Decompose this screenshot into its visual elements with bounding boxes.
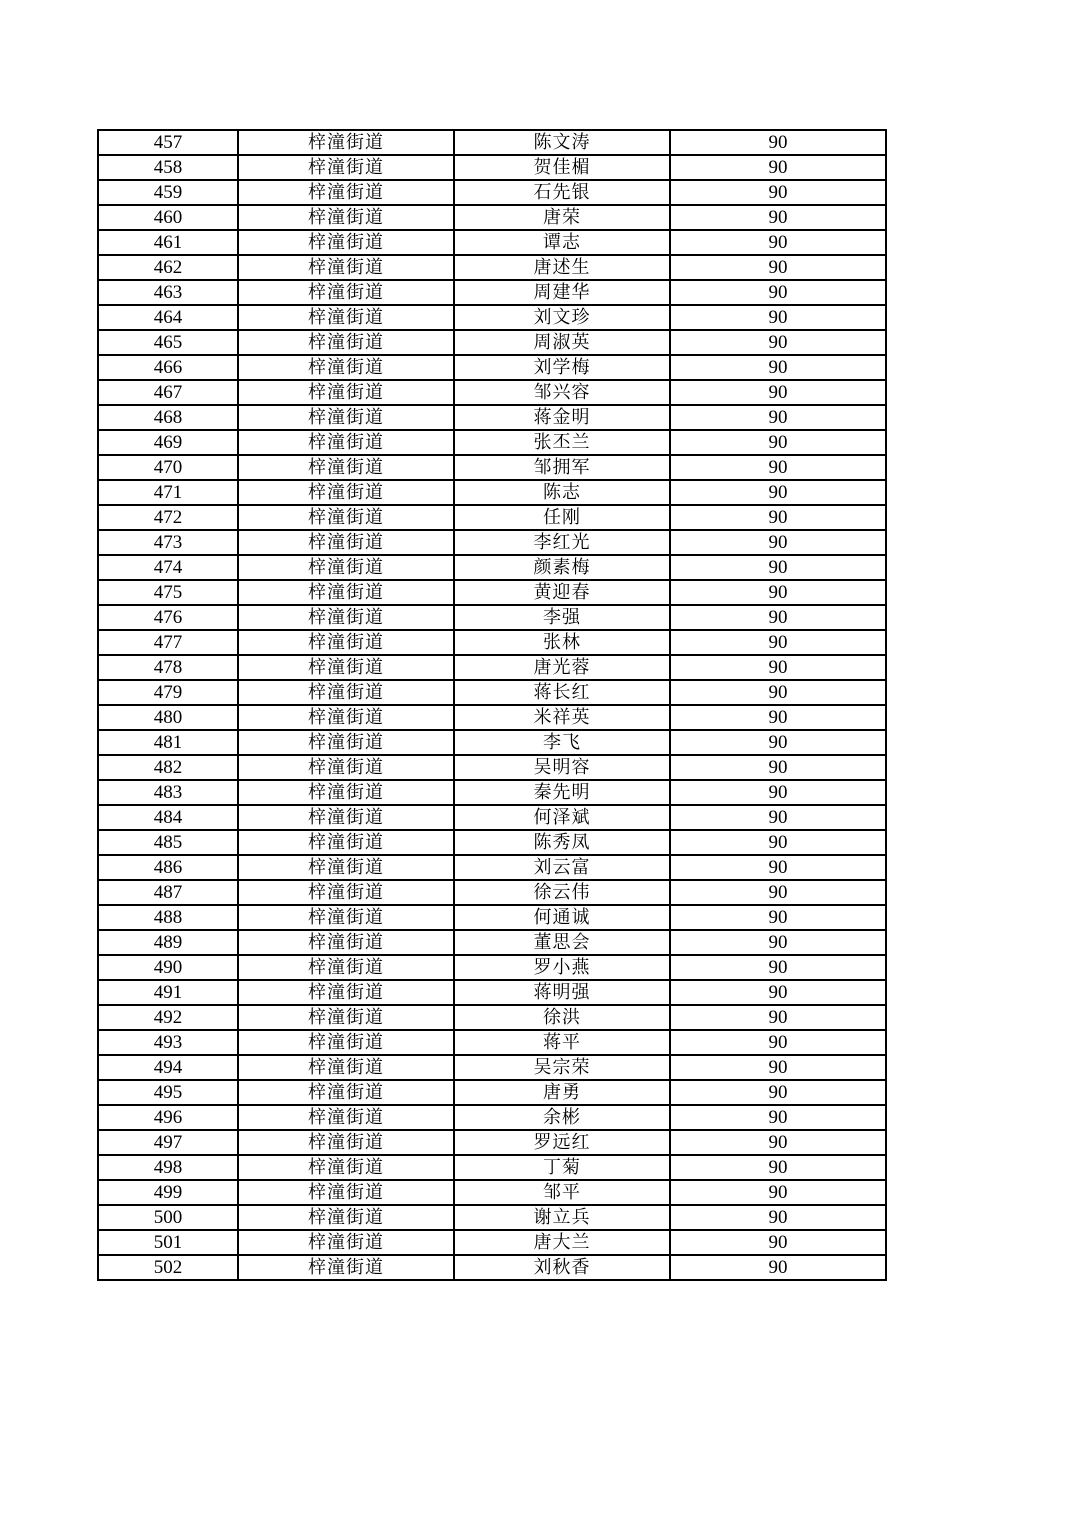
row-number-cell: 472 bbox=[98, 505, 238, 530]
row-number-cell: 490 bbox=[98, 955, 238, 980]
row-number-cell: 500 bbox=[98, 1205, 238, 1230]
street-cell: 梓潼街道 bbox=[238, 480, 454, 505]
row-number-cell: 463 bbox=[98, 280, 238, 305]
street-cell: 梓潼街道 bbox=[238, 780, 454, 805]
score-cell: 90 bbox=[670, 730, 886, 755]
name-cell: 罗远红 bbox=[454, 1130, 670, 1155]
street-cell: 梓潼街道 bbox=[238, 630, 454, 655]
row-number-cell: 471 bbox=[98, 480, 238, 505]
row-number-cell: 486 bbox=[98, 855, 238, 880]
name-cell: 陈志 bbox=[454, 480, 670, 505]
name-cell: 唐荣 bbox=[454, 205, 670, 230]
score-cell: 90 bbox=[670, 330, 886, 355]
street-cell: 梓潼街道 bbox=[238, 730, 454, 755]
table-row bbox=[98, 705, 886, 730]
table-row bbox=[98, 905, 886, 930]
table-row bbox=[98, 555, 886, 580]
street-cell: 梓潼街道 bbox=[238, 1255, 454, 1280]
score-cell: 90 bbox=[670, 255, 886, 280]
name-cell: 邹拥军 bbox=[454, 455, 670, 480]
street-cell: 梓潼街道 bbox=[238, 805, 454, 830]
table-row bbox=[98, 355, 886, 380]
score-cell: 90 bbox=[670, 855, 886, 880]
table-row bbox=[98, 1055, 886, 1080]
table-row bbox=[98, 1080, 886, 1105]
table-row bbox=[98, 1155, 886, 1180]
row-number-cell: 458 bbox=[98, 155, 238, 180]
name-cell: 唐勇 bbox=[454, 1080, 670, 1105]
row-number-cell: 459 bbox=[98, 180, 238, 205]
table-row bbox=[98, 280, 886, 305]
street-cell: 梓潼街道 bbox=[238, 255, 454, 280]
row-number-cell: 497 bbox=[98, 1130, 238, 1155]
row-number-cell: 475 bbox=[98, 580, 238, 605]
score-cell: 90 bbox=[670, 1030, 886, 1055]
table-row bbox=[98, 1005, 886, 1030]
table-row bbox=[98, 630, 886, 655]
table-row bbox=[98, 930, 886, 955]
score-cell: 90 bbox=[670, 680, 886, 705]
name-cell: 李强 bbox=[454, 605, 670, 630]
score-cell: 90 bbox=[670, 355, 886, 380]
table-body bbox=[98, 130, 886, 1280]
name-cell: 唐述生 bbox=[454, 255, 670, 280]
row-number-cell: 492 bbox=[98, 1005, 238, 1030]
name-cell: 贺佳楣 bbox=[454, 155, 670, 180]
street-cell: 梓潼街道 bbox=[238, 605, 454, 630]
row-number-cell: 484 bbox=[98, 805, 238, 830]
street-cell: 梓潼街道 bbox=[238, 755, 454, 780]
table-row bbox=[98, 380, 886, 405]
name-cell: 石先银 bbox=[454, 180, 670, 205]
table-row bbox=[98, 1255, 886, 1280]
street-cell: 梓潼街道 bbox=[238, 1230, 454, 1255]
name-cell: 徐云伟 bbox=[454, 880, 670, 905]
score-cell: 90 bbox=[670, 955, 886, 980]
name-cell: 刘秋香 bbox=[454, 1255, 670, 1280]
name-cell: 张丕兰 bbox=[454, 430, 670, 455]
name-cell: 陈文涛 bbox=[454, 130, 670, 155]
name-cell: 余彬 bbox=[454, 1105, 670, 1130]
street-cell: 梓潼街道 bbox=[238, 380, 454, 405]
score-cell: 90 bbox=[670, 455, 886, 480]
row-number-cell: 478 bbox=[98, 655, 238, 680]
table-row bbox=[98, 1030, 886, 1055]
street-cell: 梓潼街道 bbox=[238, 430, 454, 455]
street-cell: 梓潼街道 bbox=[238, 855, 454, 880]
score-cell: 90 bbox=[670, 180, 886, 205]
name-cell: 刘学梅 bbox=[454, 355, 670, 380]
street-cell: 梓潼街道 bbox=[238, 705, 454, 730]
name-cell: 吴宗荣 bbox=[454, 1055, 670, 1080]
table-row bbox=[98, 1180, 886, 1205]
score-cell: 90 bbox=[670, 805, 886, 830]
name-cell: 蒋平 bbox=[454, 1030, 670, 1055]
name-cell: 陈秀凤 bbox=[454, 830, 670, 855]
name-cell: 唐光蓉 bbox=[454, 655, 670, 680]
row-number-cell: 477 bbox=[98, 630, 238, 655]
table-row bbox=[98, 130, 886, 155]
row-number-cell: 487 bbox=[98, 880, 238, 905]
data-table bbox=[97, 129, 887, 1281]
row-number-cell: 481 bbox=[98, 730, 238, 755]
name-cell: 谭志 bbox=[454, 230, 670, 255]
table-row bbox=[98, 680, 886, 705]
table-row bbox=[98, 830, 886, 855]
table-row bbox=[98, 205, 886, 230]
table-row bbox=[98, 405, 886, 430]
score-cell: 90 bbox=[670, 1080, 886, 1105]
score-cell: 90 bbox=[670, 780, 886, 805]
table-row bbox=[98, 1205, 886, 1230]
score-cell: 90 bbox=[670, 205, 886, 230]
name-cell: 刘文珍 bbox=[454, 305, 670, 330]
table-row bbox=[98, 480, 886, 505]
table-row bbox=[98, 755, 886, 780]
street-cell: 梓潼街道 bbox=[238, 230, 454, 255]
score-cell: 90 bbox=[670, 655, 886, 680]
name-cell: 任刚 bbox=[454, 505, 670, 530]
name-cell: 董思会 bbox=[454, 930, 670, 955]
table-row bbox=[98, 955, 886, 980]
table-row bbox=[98, 505, 886, 530]
street-cell: 梓潼街道 bbox=[238, 1005, 454, 1030]
table-row bbox=[98, 330, 886, 355]
score-cell: 90 bbox=[670, 530, 886, 555]
name-cell: 刘云富 bbox=[454, 855, 670, 880]
name-cell: 何通诚 bbox=[454, 905, 670, 930]
score-cell: 90 bbox=[670, 480, 886, 505]
row-number-cell: 496 bbox=[98, 1105, 238, 1130]
row-number-cell: 502 bbox=[98, 1255, 238, 1280]
street-cell: 梓潼街道 bbox=[238, 1055, 454, 1080]
score-cell: 90 bbox=[670, 905, 886, 930]
row-number-cell: 488 bbox=[98, 905, 238, 930]
table-row bbox=[98, 580, 886, 605]
score-cell: 90 bbox=[670, 430, 886, 455]
score-cell: 90 bbox=[670, 555, 886, 580]
score-cell: 90 bbox=[670, 230, 886, 255]
row-number-cell: 498 bbox=[98, 1155, 238, 1180]
score-cell: 90 bbox=[670, 880, 886, 905]
table-row bbox=[98, 780, 886, 805]
street-cell: 梓潼街道 bbox=[238, 180, 454, 205]
street-cell: 梓潼街道 bbox=[238, 130, 454, 155]
street-cell: 梓潼街道 bbox=[238, 930, 454, 955]
table-row bbox=[98, 255, 886, 280]
table-row bbox=[98, 430, 886, 455]
street-cell: 梓潼街道 bbox=[238, 205, 454, 230]
score-cell: 90 bbox=[670, 930, 886, 955]
name-cell: 米祥英 bbox=[454, 705, 670, 730]
street-cell: 梓潼街道 bbox=[238, 330, 454, 355]
table-row bbox=[98, 455, 886, 480]
row-number-cell: 485 bbox=[98, 830, 238, 855]
street-cell: 梓潼街道 bbox=[238, 580, 454, 605]
row-number-cell: 467 bbox=[98, 380, 238, 405]
name-cell: 周淑英 bbox=[454, 330, 670, 355]
street-cell: 梓潼街道 bbox=[238, 555, 454, 580]
score-cell: 90 bbox=[670, 1130, 886, 1155]
street-cell: 梓潼街道 bbox=[238, 1180, 454, 1205]
table-row bbox=[98, 1130, 886, 1155]
name-cell: 李飞 bbox=[454, 730, 670, 755]
score-cell: 90 bbox=[670, 505, 886, 530]
row-number-cell: 460 bbox=[98, 205, 238, 230]
table-row bbox=[98, 1105, 886, 1130]
table-row bbox=[98, 230, 886, 255]
street-cell: 梓潼街道 bbox=[238, 505, 454, 530]
table-row bbox=[98, 805, 886, 830]
row-number-cell: 476 bbox=[98, 605, 238, 630]
row-number-cell: 466 bbox=[98, 355, 238, 380]
street-cell: 梓潼街道 bbox=[238, 305, 454, 330]
row-number-cell: 465 bbox=[98, 330, 238, 355]
score-cell: 90 bbox=[670, 630, 886, 655]
score-cell: 90 bbox=[670, 305, 886, 330]
row-number-cell: 469 bbox=[98, 430, 238, 455]
score-cell: 90 bbox=[670, 280, 886, 305]
name-cell: 蒋明强 bbox=[454, 980, 670, 1005]
row-number-cell: 473 bbox=[98, 530, 238, 555]
name-cell: 罗小燕 bbox=[454, 955, 670, 980]
name-cell: 唐大兰 bbox=[454, 1230, 670, 1255]
street-cell: 梓潼街道 bbox=[238, 905, 454, 930]
row-number-cell: 470 bbox=[98, 455, 238, 480]
row-number-cell: 494 bbox=[98, 1055, 238, 1080]
score-cell: 90 bbox=[670, 830, 886, 855]
row-number-cell: 457 bbox=[98, 130, 238, 155]
row-number-cell: 479 bbox=[98, 680, 238, 705]
street-cell: 梓潼街道 bbox=[238, 280, 454, 305]
street-cell: 梓潼街道 bbox=[238, 830, 454, 855]
row-number-cell: 462 bbox=[98, 255, 238, 280]
row-number-cell: 482 bbox=[98, 755, 238, 780]
name-cell: 丁菊 bbox=[454, 1155, 670, 1180]
name-cell: 谢立兵 bbox=[454, 1205, 670, 1230]
row-number-cell: 480 bbox=[98, 705, 238, 730]
table-row bbox=[98, 605, 886, 630]
table-row bbox=[98, 880, 886, 905]
score-cell: 90 bbox=[670, 405, 886, 430]
row-number-cell: 501 bbox=[98, 1230, 238, 1255]
score-cell: 90 bbox=[670, 1255, 886, 1280]
name-cell: 秦先明 bbox=[454, 780, 670, 805]
street-cell: 梓潼街道 bbox=[238, 1155, 454, 1180]
street-cell: 梓潼街道 bbox=[238, 980, 454, 1005]
street-cell: 梓潼街道 bbox=[238, 1105, 454, 1130]
score-cell: 90 bbox=[670, 605, 886, 630]
row-number-cell: 489 bbox=[98, 930, 238, 955]
row-number-cell: 474 bbox=[98, 555, 238, 580]
street-cell: 梓潼街道 bbox=[238, 455, 454, 480]
table-row bbox=[98, 180, 886, 205]
street-cell: 梓潼街道 bbox=[238, 1130, 454, 1155]
score-cell: 90 bbox=[670, 1180, 886, 1205]
table-row bbox=[98, 980, 886, 1005]
score-cell: 90 bbox=[670, 1205, 886, 1230]
table-row bbox=[98, 305, 886, 330]
name-cell: 吴明容 bbox=[454, 755, 670, 780]
name-cell: 蒋金明 bbox=[454, 405, 670, 430]
street-cell: 梓潼街道 bbox=[238, 680, 454, 705]
street-cell: 梓潼街道 bbox=[238, 655, 454, 680]
table-row bbox=[98, 530, 886, 555]
table-row bbox=[98, 730, 886, 755]
score-cell: 90 bbox=[670, 380, 886, 405]
street-cell: 梓潼街道 bbox=[238, 1205, 454, 1230]
name-cell: 周建华 bbox=[454, 280, 670, 305]
score-cell: 90 bbox=[670, 1230, 886, 1255]
score-cell: 90 bbox=[670, 755, 886, 780]
row-number-cell: 461 bbox=[98, 230, 238, 255]
street-cell: 梓潼街道 bbox=[238, 955, 454, 980]
name-cell: 蒋长红 bbox=[454, 680, 670, 705]
score-cell: 90 bbox=[670, 1105, 886, 1130]
row-number-cell: 495 bbox=[98, 1080, 238, 1105]
score-cell: 90 bbox=[670, 130, 886, 155]
name-cell: 邹兴容 bbox=[454, 380, 670, 405]
name-cell: 何泽斌 bbox=[454, 805, 670, 830]
score-cell: 90 bbox=[670, 705, 886, 730]
street-cell: 梓潼街道 bbox=[238, 1080, 454, 1105]
street-cell: 梓潼街道 bbox=[238, 405, 454, 430]
score-cell: 90 bbox=[670, 1055, 886, 1080]
street-cell: 梓潼街道 bbox=[238, 355, 454, 380]
row-number-cell: 499 bbox=[98, 1180, 238, 1205]
table-row bbox=[98, 155, 886, 180]
score-cell: 90 bbox=[670, 155, 886, 180]
row-number-cell: 464 bbox=[98, 305, 238, 330]
score-cell: 90 bbox=[670, 580, 886, 605]
row-number-cell: 468 bbox=[98, 405, 238, 430]
table-row bbox=[98, 855, 886, 880]
score-cell: 90 bbox=[670, 980, 886, 1005]
score-cell: 90 bbox=[670, 1005, 886, 1030]
name-cell: 张林 bbox=[454, 630, 670, 655]
name-cell: 邹平 bbox=[454, 1180, 670, 1205]
row-number-cell: 491 bbox=[98, 980, 238, 1005]
name-cell: 黄迎春 bbox=[454, 580, 670, 605]
street-cell: 梓潼街道 bbox=[238, 155, 454, 180]
name-cell: 李红光 bbox=[454, 530, 670, 555]
name-cell: 颜素梅 bbox=[454, 555, 670, 580]
score-cell: 90 bbox=[670, 1155, 886, 1180]
street-cell: 梓潼街道 bbox=[238, 880, 454, 905]
street-cell: 梓潼街道 bbox=[238, 1030, 454, 1055]
row-number-cell: 483 bbox=[98, 780, 238, 805]
street-cell: 梓潼街道 bbox=[238, 530, 454, 555]
row-number-cell: 493 bbox=[98, 1030, 238, 1055]
name-cell: 徐洪 bbox=[454, 1005, 670, 1030]
table-row bbox=[98, 655, 886, 680]
table-row bbox=[98, 1230, 886, 1255]
